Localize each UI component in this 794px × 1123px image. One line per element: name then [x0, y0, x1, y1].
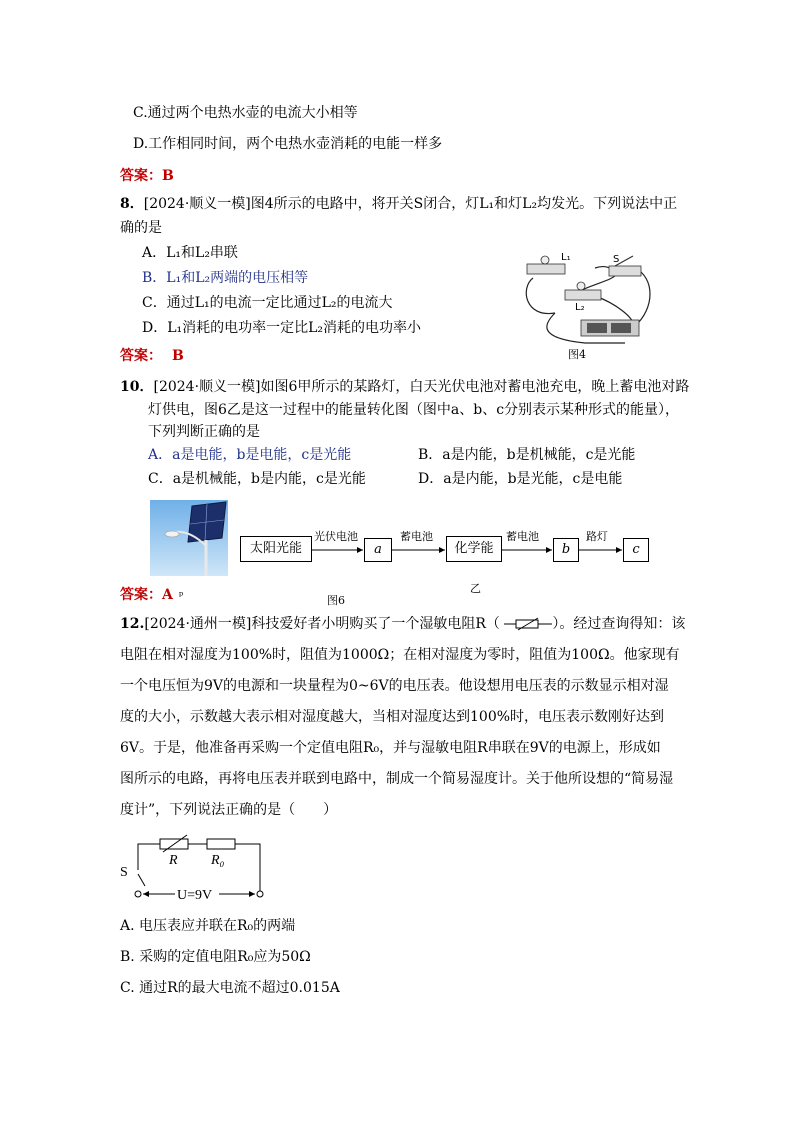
answer-value: A — [162, 587, 173, 603]
q12-stem-line4: 度的大小，示数越大表示相对湿度越大，当相对湿度达到100%时，电压表示数刚好达到 — [120, 709, 665, 725]
figure-4-caption: 图4 — [568, 348, 586, 361]
switch-s — [138, 874, 145, 886]
answer-label: 答案： — [120, 168, 162, 184]
q10-text: [2024·顺义一模]如图6甲所示的某路灯，白天光伏电池对蓄电池充电，晚上蓄电池对路 — [153, 379, 690, 395]
q12-option-b: B. 采购的定值电阻R₀应为50Ω — [120, 949, 311, 965]
fig4-label-s: S — [613, 254, 620, 265]
q12-stem-line5: 6V。于是，他准备再采购一个定值电阻R₀，并与湿敏电阻R串联在9V的电源上，形成如 — [120, 740, 661, 756]
q12-stem-line7: 度计”，下列说法正确的是（ ） — [120, 802, 338, 818]
answer-value: B — [172, 348, 184, 364]
q12-option-c: C. 通过R的最大电流不超过0.015A — [120, 980, 340, 996]
figure-6-sub-caption: 乙 — [470, 582, 481, 595]
answer-mark: ᵖ — [178, 589, 184, 602]
q10-option-c: C．a是机械能，b是内能，c是光能 — [148, 471, 366, 487]
q8-option-a: A．L₁和L₂串联 — [142, 245, 238, 261]
q12-text-cont: ）。经过查询得知：该 — [552, 616, 686, 632]
q10-answer — [120, 584, 183, 604]
answer-value: B — [162, 168, 174, 184]
q12-text: [2024·通州一模]科技爱好者小明购买了一个湿敏电阻R（ — [144, 616, 500, 632]
q10-option-d: D．a是内能，b是光能，c是电能 — [418, 471, 623, 487]
q8-number: 8． — [120, 196, 144, 212]
resistor-r0 — [207, 839, 235, 849]
q10-number: 10． — [120, 379, 154, 395]
q7-option-c: C.通过两个电热水壶的电流大小相等 — [133, 105, 358, 121]
answer-label: 答案： — [120, 348, 162, 364]
q10-option-a: A．a是电能，b是电能，c是光能 — [148, 447, 352, 463]
flow-label-lamp: 路灯 — [586, 530, 608, 543]
q8-option-b: B．L₁和L₂两端的电压相等 — [142, 270, 309, 286]
humidity-resistor-symbol — [504, 617, 552, 631]
q8-stem-line2: 确的是 — [120, 220, 162, 236]
q12-stem-line2: 电阻在相对湿度为100%时，阻值为1000Ω；在相对湿度为零时，阻值为100Ω。他家现有 — [120, 647, 680, 663]
flow-box-a: a — [364, 538, 392, 562]
answer-label: 答案： — [120, 587, 162, 603]
q10-stem-line3: 下列判断正确的是 — [148, 424, 260, 440]
flow-box-chemical: 化学能 — [446, 536, 502, 562]
flow-box-c: c — [623, 538, 649, 562]
fig4-label-l2: L₂ — [575, 302, 585, 313]
q8-option-d: D．L₁消耗的电功率一定比L₂消耗的电功率小 — [142, 320, 422, 336]
flow-label-battery-1: 蓄电池 — [400, 530, 433, 543]
flow-label-pv: 光伏电池 — [314, 530, 358, 543]
q8-text: [2024·顺义一模]图4所示的电路中，将开关S闭合，灯L₁和灯L₂均发光。下列说法中正 — [143, 196, 678, 212]
q12-stem-line3: 一个电压恒为9V的电源和一块量程为0~6V的电压表。他设想用电压表的示数显示相对湿 — [120, 678, 669, 694]
fig4-label-l1: L₁ — [561, 252, 571, 263]
label-s: S — [120, 865, 128, 880]
label-u: U=9V — [177, 888, 213, 903]
q12-stem-line6: 图所示的电路，再将电压表并联到电路中，制成一个简易湿度计。关于他所设想的“简易湿 — [120, 771, 674, 787]
q8-option-c: C．通过L₁的电流一定比通过L₂的电流大 — [142, 295, 393, 311]
terminal-right — [257, 891, 263, 897]
q10-stem-line2: 灯供电，图6乙是这一过程中的能量转化图（图中a、b、c分别表示某种形式的能量）， — [148, 402, 680, 418]
q10-option-b: B．a是内能，b是机械能，c是光能 — [418, 447, 636, 463]
q7-option-d: D.工作相同时间，两个电热水壶消耗的电能一样多 — [133, 136, 443, 152]
flow-box-solar: 太阳光能 — [240, 536, 312, 562]
figure-6-caption: 图6 — [327, 594, 345, 607]
q12-option-a: A. 电压表应并联在R₀的两端 — [120, 918, 296, 934]
flow-box-b: b — [553, 538, 579, 562]
terminal-left — [135, 891, 141, 897]
label-r: R — [169, 853, 178, 868]
q12-circuit-diagram — [115, 832, 275, 912]
flow-label-battery-2: 蓄电池 — [506, 530, 539, 543]
q12-number: 12. — [120, 616, 145, 632]
q12-stem-line1 — [120, 614, 685, 634]
label-r0: R₀ — [211, 853, 225, 868]
